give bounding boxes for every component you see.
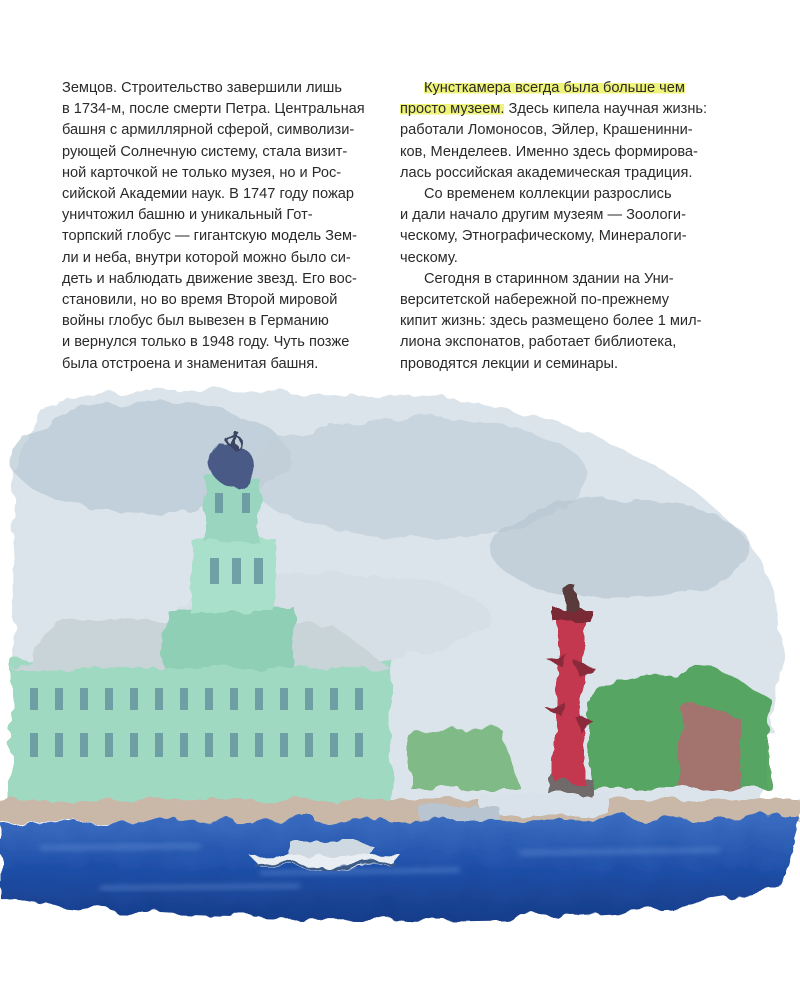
text-line: уничтожил башню и уникальный Гот- [62, 207, 313, 224]
text-column-left [62, 78, 374, 375]
text-line: кипит жизнь: здесь размещено более 1 мил- [400, 313, 702, 330]
text-line: и дали начало другим музеям — Зоологи- [400, 207, 686, 224]
text-line [400, 78, 712, 99]
watercolor-illustration [0, 368, 800, 938]
text-line: ной карточкой не только музея, но и Рос- [62, 164, 342, 181]
text-line: лась российская академическая традиция. [400, 164, 693, 181]
highlighted-text: Кунсткамера всегда была больше чем [424, 80, 685, 96]
text-line [400, 99, 712, 120]
text-line: Сегодня в старинном здании на Уни- [424, 270, 674, 287]
text-line: Земцов. Строительство завершили лишь [62, 80, 342, 96]
text-line: проводятся лекции и семинары. [400, 355, 619, 372]
text-line: лиона экспонатов, работает библиотека, [400, 334, 677, 351]
text-line: была отстроена и знаменитая башня. [62, 355, 319, 372]
text-line: деть и наблюдать движение звезд. Его вос- [62, 270, 357, 287]
text-line: башня с армиллярной сферой, символизи- [62, 122, 355, 139]
text-line: сийской Академии наук. В 1747 году пожар [62, 186, 354, 203]
river-water [0, 818, 800, 919]
highlighted-text: просто музеем. [400, 101, 505, 118]
text-line: работали Ломоносов, Эйлер, Крашенинни- [400, 122, 693, 139]
text-fragment: Здесь кипела научная жизнь: [504, 101, 708, 118]
text-line: ли и неба, внутри которой можно было си- [62, 249, 351, 266]
text-line: верситетской набережной по-прежнему [400, 292, 670, 309]
text-column-right [400, 78, 712, 375]
text-line: Со временем коллекции разрослись [424, 186, 672, 203]
text-line: ков, Менделеев. Именно здесь формирова- [400, 143, 698, 160]
text-line: рующей Солнечную систему, стала визит- [62, 143, 348, 160]
text-line: и вернулся только в 1948 году. Чуть позже [62, 334, 350, 351]
text-line: ческому, Этнографическому, Минералоги- [400, 228, 687, 245]
text-line: торпский глобус — гигантскую модель Зем- [62, 228, 357, 245]
text-line: в 1734-м, после смерти Петра. Центральная [62, 101, 365, 118]
text-line: становили, но во время Второй мировой [62, 292, 338, 309]
text-line: войны глобус был вывезен в Германию [62, 313, 329, 330]
text-line: ческому. [400, 249, 458, 266]
